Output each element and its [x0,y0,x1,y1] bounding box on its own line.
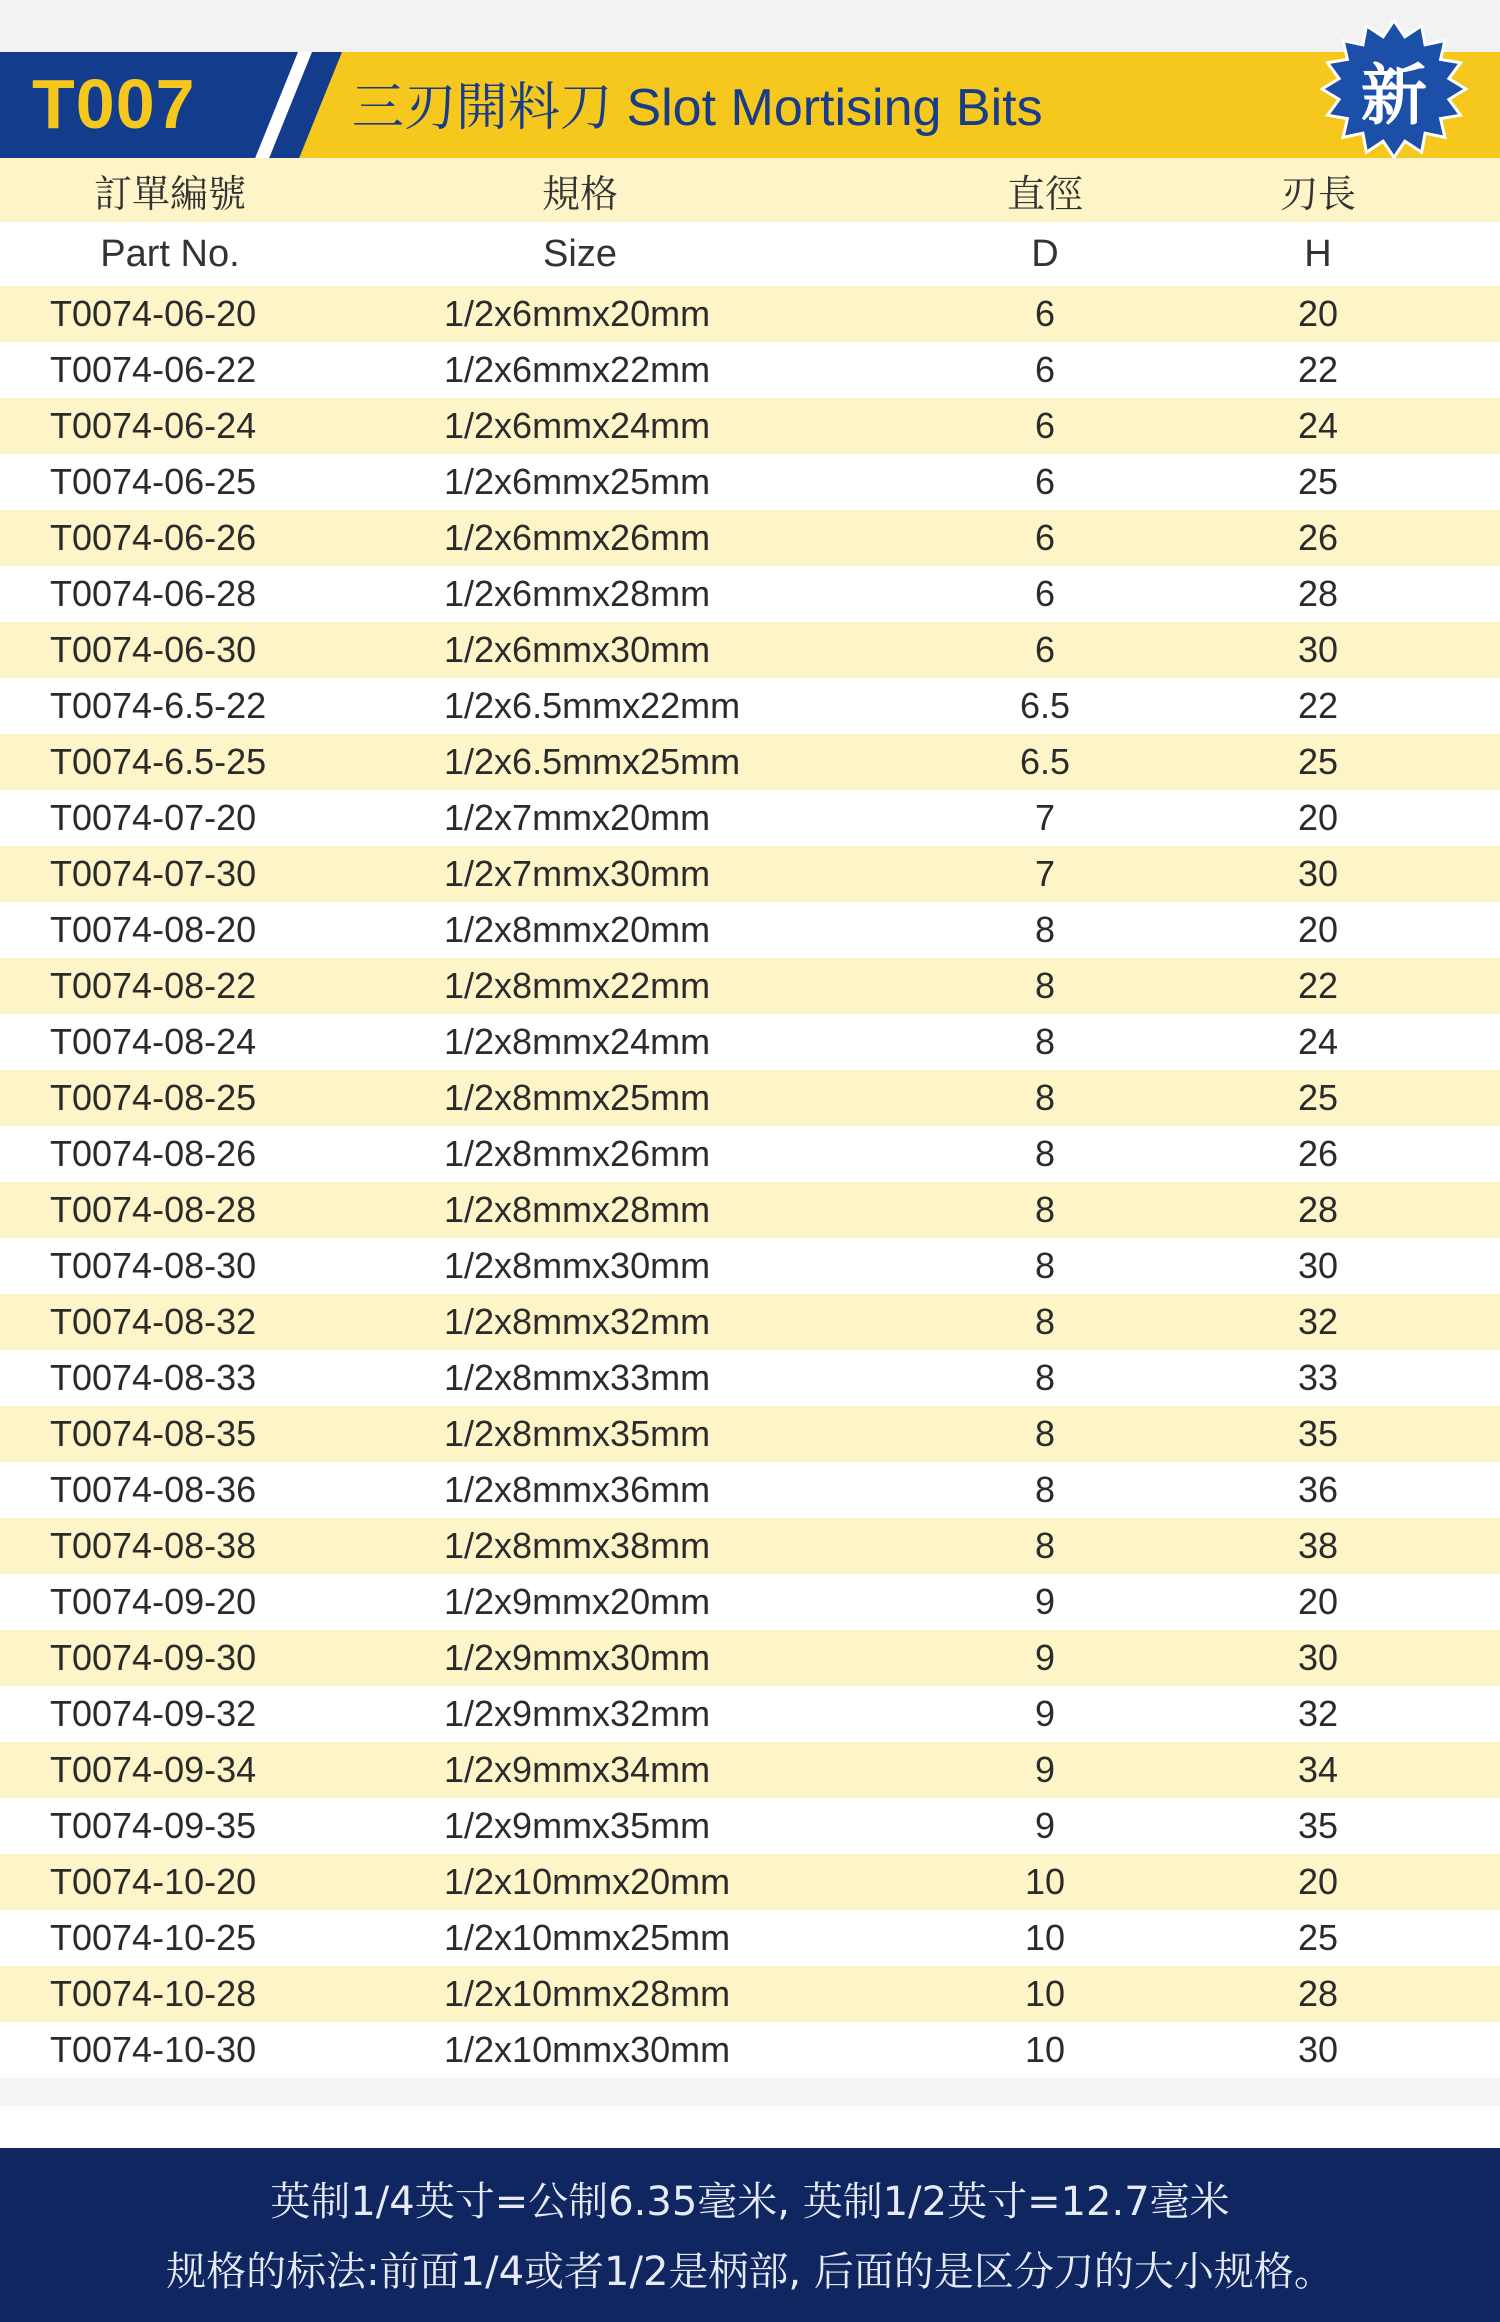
size-cell: 1/2x7mmx20mm [444,797,711,838]
size-cell: 1/2x10mmx30mm [444,2029,731,2070]
table-row [0,342,1500,398]
header-length: H [1304,232,1332,275]
size-cell: 1/2x10mmx20mm [444,1861,731,1902]
size-cell: 1/2x10mmx25mm [444,1917,731,1958]
part-no-cell: T0074-08-24 [50,1021,257,1062]
table-row [0,1742,1500,1798]
size-cell: 1/2x9mmx34mm [444,1749,711,1790]
diameter-cell: 8 [1034,1133,1056,1174]
part-no-cell: T0074-10-20 [50,1861,257,1902]
size-cell: 1/2x6mmx26mm [444,517,711,558]
part-no-cell: T0074-06-24 [50,405,257,446]
length-cell: 24 [1297,405,1339,446]
part-no-cell: T0074-09-30 [50,1637,257,1678]
part-no-cell: T0074-08-30 [50,1245,257,1286]
diameter-cell: 8 [1034,1077,1056,1118]
table-row [0,1014,1500,1070]
table-row [0,510,1500,566]
diameter-cell: 8 [1034,1301,1056,1342]
table-row [0,1350,1500,1406]
part-no-cell: T0074-08-35 [50,1413,257,1454]
new-badge [1305,14,1483,164]
length-cell: 24 [1297,1021,1339,1062]
diameter-cell: 10 [1024,1917,1066,1958]
spec-table [0,158,1500,2078]
part-no-cell: T0074-06-25 [50,461,257,502]
length-cell: 28 [1297,1973,1339,2014]
diameter-cell: 10 [1024,2029,1066,2070]
size-cell: 1/2x8mmx20mm [444,909,711,950]
diameter-cell: 10 [1024,1973,1066,2014]
length-cell: 20 [1297,1861,1339,1902]
part-no-cell: T0074-09-20 [50,1581,257,1622]
size-cell: 1/2x8mmx36mm [444,1469,711,1510]
diameter-cell: 6 [1034,293,1056,334]
diameter-cell: 8 [1034,1525,1056,1566]
part-no-cell: T0074-10-30 [50,2029,257,2070]
length-cell: 35 [1297,1805,1339,1846]
diameter-cell: 8 [1034,1357,1056,1398]
length-cell: 30 [1297,853,1339,894]
table-row [0,678,1500,734]
diameter-cell: 6 [1034,461,1056,502]
part-no-cell: T0074-06-28 [50,573,257,614]
part-no-cell: T0074-10-25 [50,1917,257,1958]
length-cell: 22 [1297,349,1339,390]
length-cell: 20 [1297,797,1339,838]
length-cell: 25 [1297,741,1339,782]
part-no-cell: T0074-07-30 [50,853,257,894]
length-cell: 36 [1297,1469,1339,1510]
size-cell: 1/2x8mmx35mm [444,1413,711,1454]
table-row [0,1126,1500,1182]
part-no-cell: T0074-06-30 [50,629,257,670]
table-row [0,1574,1500,1630]
part-no-cell: T0074-6.5-22 [50,685,267,726]
table-row [0,1294,1500,1350]
diameter-cell: 8 [1034,1189,1056,1230]
length-cell: 20 [1297,1581,1339,1622]
diameter-cell: 8 [1034,965,1056,1006]
length-cell: 30 [1297,2029,1339,2070]
part-no-cell: T0074-08-36 [50,1469,257,1510]
diameter-cell: 9 [1034,1749,1056,1790]
size-cell: 1/2x6mmx30mm [444,629,711,670]
length-cell: 38 [1297,1525,1339,1566]
size-cell: 1/2x8mmx26mm [444,1133,711,1174]
part-no-cell: T0074-08-32 [50,1301,257,1342]
table-row [0,2022,1500,2078]
part-no-cell: T0074-08-38 [50,1525,257,1566]
size-cell: 1/2x9mmx32mm [444,1693,711,1734]
diameter-cell: 8 [1034,909,1056,950]
size-cell: 1/2x6mmx28mm [444,573,711,614]
part-no-cell: T0074-08-28 [50,1189,257,1230]
table-row [0,286,1500,342]
diameter-cell: 7 [1034,797,1056,838]
part-no-cell: T0074-07-20 [50,797,257,838]
size-cell: 1/2x8mmx24mm [444,1021,711,1062]
diameter-cell: 8 [1034,1245,1056,1286]
length-cell: 22 [1297,965,1339,1006]
table-row [0,1966,1500,2022]
table-header-en [0,222,1500,286]
size-cell: 1/2x7mmx30mm [444,853,711,894]
top-margin [0,0,1500,52]
table-row [0,1462,1500,1518]
table-row [0,1854,1500,1910]
size-cell: 1/2x8mmx32mm [444,1301,711,1342]
size-cell: 1/2x6mmx22mm [444,349,711,390]
new-badge-label: 新 [1361,56,1427,134]
header-diameter-zh: 直徑 [1006,171,1083,216]
size-cell: 1/2x6.5mmx25mm [444,741,741,782]
table-row [0,846,1500,902]
diameter-cell: 8 [1034,1469,1056,1510]
footer-notes [0,2148,1500,2322]
header-banner [0,52,1500,158]
length-cell: 32 [1297,1301,1339,1342]
part-no-cell: T0074-08-20 [50,909,257,950]
header-length-zh: 刃長 [1279,171,1356,216]
size-cell: 1/2x8mmx33mm [444,1357,711,1398]
part-no-cell: T0074-09-35 [50,1805,257,1846]
header-size-zh: 規格 [541,171,618,216]
diameter-cell: 8 [1034,1413,1056,1454]
size-cell: 1/2x10mmx28mm [444,1973,731,2014]
table-row [0,790,1500,846]
table-header-zh [0,158,1500,222]
part-no-cell: T0074-09-32 [50,1693,257,1734]
diameter-cell: 10 [1024,1861,1066,1902]
table-row [0,1910,1500,1966]
table-row [0,1182,1500,1238]
part-no-cell: T0074-08-25 [50,1077,257,1118]
diameter-cell: 8 [1034,1021,1056,1062]
part-no-cell: T0074-08-26 [50,1133,257,1174]
length-cell: 25 [1297,461,1339,502]
length-cell: 35 [1297,1413,1339,1454]
diameter-cell: 9 [1034,1693,1056,1734]
diameter-cell: 6 [1034,629,1056,670]
diameter-cell: 9 [1034,1637,1056,1678]
diameter-cell: 6 [1034,573,1056,614]
part-no-cell: T0074-6.5-25 [50,741,267,782]
product-code: T007 [32,65,196,143]
table-row [0,1798,1500,1854]
diameter-cell: 6.5 [1019,685,1071,726]
size-notation-note: 规格的标法:前面1/4或者1/2是柄部, 后面的是区分刀的大小规格。 [166,2249,1334,2295]
table-row [0,958,1500,1014]
diameter-cell: 6 [1034,517,1056,558]
length-cell: 26 [1297,517,1339,558]
table-row [0,1070,1500,1126]
size-cell: 1/2x8mmx28mm [444,1189,711,1230]
table-bottom-spacer [0,2106,1500,2148]
length-cell: 26 [1297,1133,1339,1174]
unit-conversion-note: 英制1/4英寸=公制6.35毫米, 英制1/2英寸=12.7毫米 [270,2179,1230,2225]
header-part-no-zh: 訂單編號 [93,171,246,216]
part-no-cell: T0074-06-20 [50,293,257,334]
length-cell: 33 [1297,1357,1339,1398]
size-cell: 1/2x8mmx22mm [444,965,711,1006]
header-size: Size [543,232,617,275]
table-row [0,622,1500,678]
size-cell: 1/2x8mmx25mm [444,1077,711,1118]
part-no-cell: T0074-08-22 [50,965,257,1006]
diameter-cell: 6 [1034,349,1056,390]
part-no-cell: T0074-09-34 [50,1749,257,1790]
diameter-cell: 9 [1034,1581,1056,1622]
table-body [0,286,1500,2078]
size-cell: 1/2x9mmx35mm [444,1805,711,1846]
length-cell: 30 [1297,629,1339,670]
diameter-cell: 7 [1034,853,1056,894]
length-cell: 25 [1297,1077,1339,1118]
size-cell: 1/2x9mmx30mm [444,1637,711,1678]
length-cell: 25 [1297,1917,1339,1958]
size-cell: 1/2x9mmx20mm [444,1581,711,1622]
diameter-cell: 6 [1034,405,1056,446]
table-row [0,566,1500,622]
table-row [0,398,1500,454]
size-cell: 1/2x6.5mmx22mm [444,685,741,726]
table-row [0,454,1500,510]
table-row [0,1518,1500,1574]
part-no-cell: T0074-08-33 [50,1357,257,1398]
length-cell: 22 [1297,685,1339,726]
size-cell: 1/2x8mmx30mm [444,1245,711,1286]
product-title: 三刃開料刀 Slot Mortising Bits [352,79,1043,137]
size-cell: 1/2x6mmx25mm [444,461,711,502]
table-row [0,1238,1500,1294]
part-no-cell: T0074-06-26 [50,517,257,558]
length-cell: 30 [1297,1637,1339,1678]
table-row [0,1630,1500,1686]
table-row [0,1406,1500,1462]
length-cell: 28 [1297,1189,1339,1230]
size-cell: 1/2x6mmx24mm [444,405,711,446]
diameter-cell: 9 [1034,1805,1056,1846]
size-cell: 1/2x8mmx38mm [444,1525,711,1566]
length-cell: 28 [1297,573,1339,614]
header-part-no: Part No. [100,232,240,275]
length-cell: 30 [1297,1245,1339,1286]
table-row [0,902,1500,958]
table-row [0,1686,1500,1742]
length-cell: 32 [1297,1693,1339,1734]
diameter-cell: 6.5 [1019,741,1071,782]
size-cell: 1/2x6mmx20mm [444,293,711,334]
header-diameter: D [1031,232,1059,275]
length-cell: 20 [1297,293,1339,334]
length-cell: 34 [1297,1749,1339,1790]
table-row [0,734,1500,790]
part-no-cell: T0074-06-22 [50,349,257,390]
part-no-cell: T0074-10-28 [50,1973,257,2014]
length-cell: 20 [1297,909,1339,950]
